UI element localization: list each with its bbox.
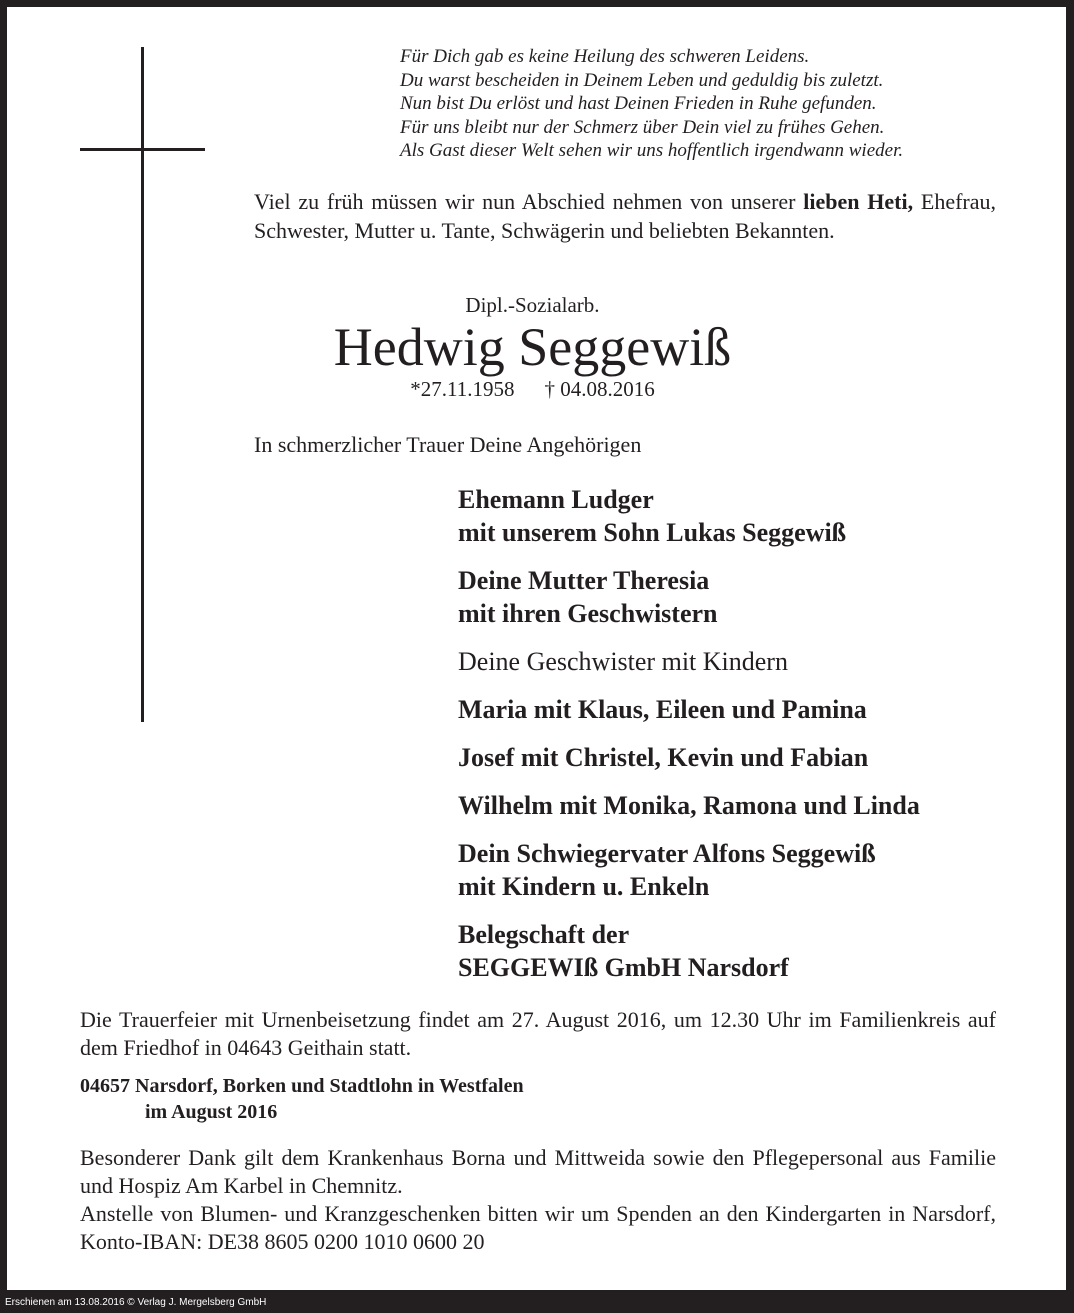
death-date: † 04.08.2016 bbox=[544, 377, 655, 401]
mourner-line: Maria mit Klaus, Eileen und Pamina bbox=[458, 695, 867, 724]
mourner-group bbox=[458, 837, 920, 903]
thanks-line: Besonderer Dank gilt dem Krankenhaus Borna und Mittweida sowie den Pflegepersonal aus Familie und Hospiz Am Karbel in Chemnitz. bbox=[80, 1145, 996, 1198]
deceased-name: Hedwig Seggewiß bbox=[333, 317, 732, 377]
deceased-dates bbox=[0, 377, 1074, 402]
deceased-title: Dipl.-Sozialarb. bbox=[465, 293, 600, 317]
mourner-line: Wilhelm mit Monika, Ramona und Linda bbox=[458, 791, 920, 820]
birth-date: *27.11.1958 bbox=[410, 377, 515, 401]
intro-text-after: Ehefrau, Schwester, Mutter u. Tante, Schwägerin und beliebten Bekannten. bbox=[254, 189, 997, 243]
mourner-line: Dein Schwiegervater Alfons Seggewiß bbox=[458, 839, 876, 868]
thanks-text bbox=[80, 1144, 996, 1256]
mourner-line: mit Kindern u. Enkeln bbox=[458, 872, 710, 901]
mourner-line: Deine Geschwister mit Kindern bbox=[458, 647, 788, 676]
place-date bbox=[80, 1073, 524, 1125]
mourner-line: Belegschaft der bbox=[458, 920, 630, 949]
mourner-group bbox=[458, 789, 920, 822]
publication-footer: Erschienen am 13.08.2016 © Verlag J. Mergelsberg GmbH bbox=[5, 1297, 267, 1308]
intro-text bbox=[254, 187, 996, 245]
cross-icon-horizontal bbox=[80, 148, 205, 151]
obituary-sheet bbox=[7, 7, 1066, 1290]
mourner-group bbox=[458, 645, 920, 678]
mourner-line: Ehemann Ludger bbox=[458, 485, 654, 514]
donation-line: Anstelle von Blumen- und Kranzgeschenken bitten wir um Spenden an den Kindergarten in Narsdorf, Konto-IBAN: DE38 8605 0200 1010 0600 20 bbox=[80, 1201, 996, 1254]
intro-text-before: Viel zu früh müssen wir nun Abschied nehmen von unserer bbox=[254, 189, 804, 214]
mourners-list bbox=[458, 483, 920, 999]
mourner-group bbox=[458, 741, 920, 774]
poem-line: Für Dich gab es keine Heilung des schweren Leidens. bbox=[400, 46, 810, 67]
poem-line: Du warst bescheiden in Deinem Leben und geduldig bis zuletzt. bbox=[400, 69, 884, 91]
poem-line: Als Gast dieser Welt sehen wir uns hoffentlich irgendwann wieder. bbox=[400, 140, 904, 161]
mourner-group bbox=[458, 483, 920, 549]
mourner-line: Josef mit Christel, Kevin und Fabian bbox=[458, 743, 869, 772]
mourner-group bbox=[458, 564, 920, 630]
intro-nickname: lieben Heti, bbox=[803, 189, 914, 214]
mourner-line: mit unserem Sohn Lukas Seggewiß bbox=[458, 518, 847, 547]
mourner-line: Deine Mutter Theresia bbox=[458, 566, 710, 595]
mourners-intro: In schmerzlicher Trauer Deine Angehörigen bbox=[254, 432, 642, 457]
place-month: im August 2016 bbox=[145, 1101, 278, 1123]
mourner-group bbox=[458, 918, 920, 984]
poem-line: Nun bist Du erlöst und hast Deinen Frieden in Ruhe gefunden. bbox=[400, 93, 877, 114]
ceremony-info: Die Trauerfeier mit Urnenbeisetzung findet am 27. August 2016, um 12.30 Uhr im Familienkreis auf dem Friedhof in 04643 Geithain statt. bbox=[80, 1007, 996, 1060]
mourner-line: mit ihren Geschwistern bbox=[458, 599, 718, 628]
mourner-group bbox=[458, 693, 920, 726]
place-line: 04657 Narsdorf, Borken und Stadtlohn in Westfalen bbox=[80, 1075, 524, 1097]
poem bbox=[400, 45, 903, 163]
poem-line: Für uns bleibt nur der Schmerz über Dein viel zu frühes Gehen. bbox=[400, 116, 885, 138]
mourner-line: SEGGEWIß GmbH Narsdorf bbox=[458, 953, 789, 982]
